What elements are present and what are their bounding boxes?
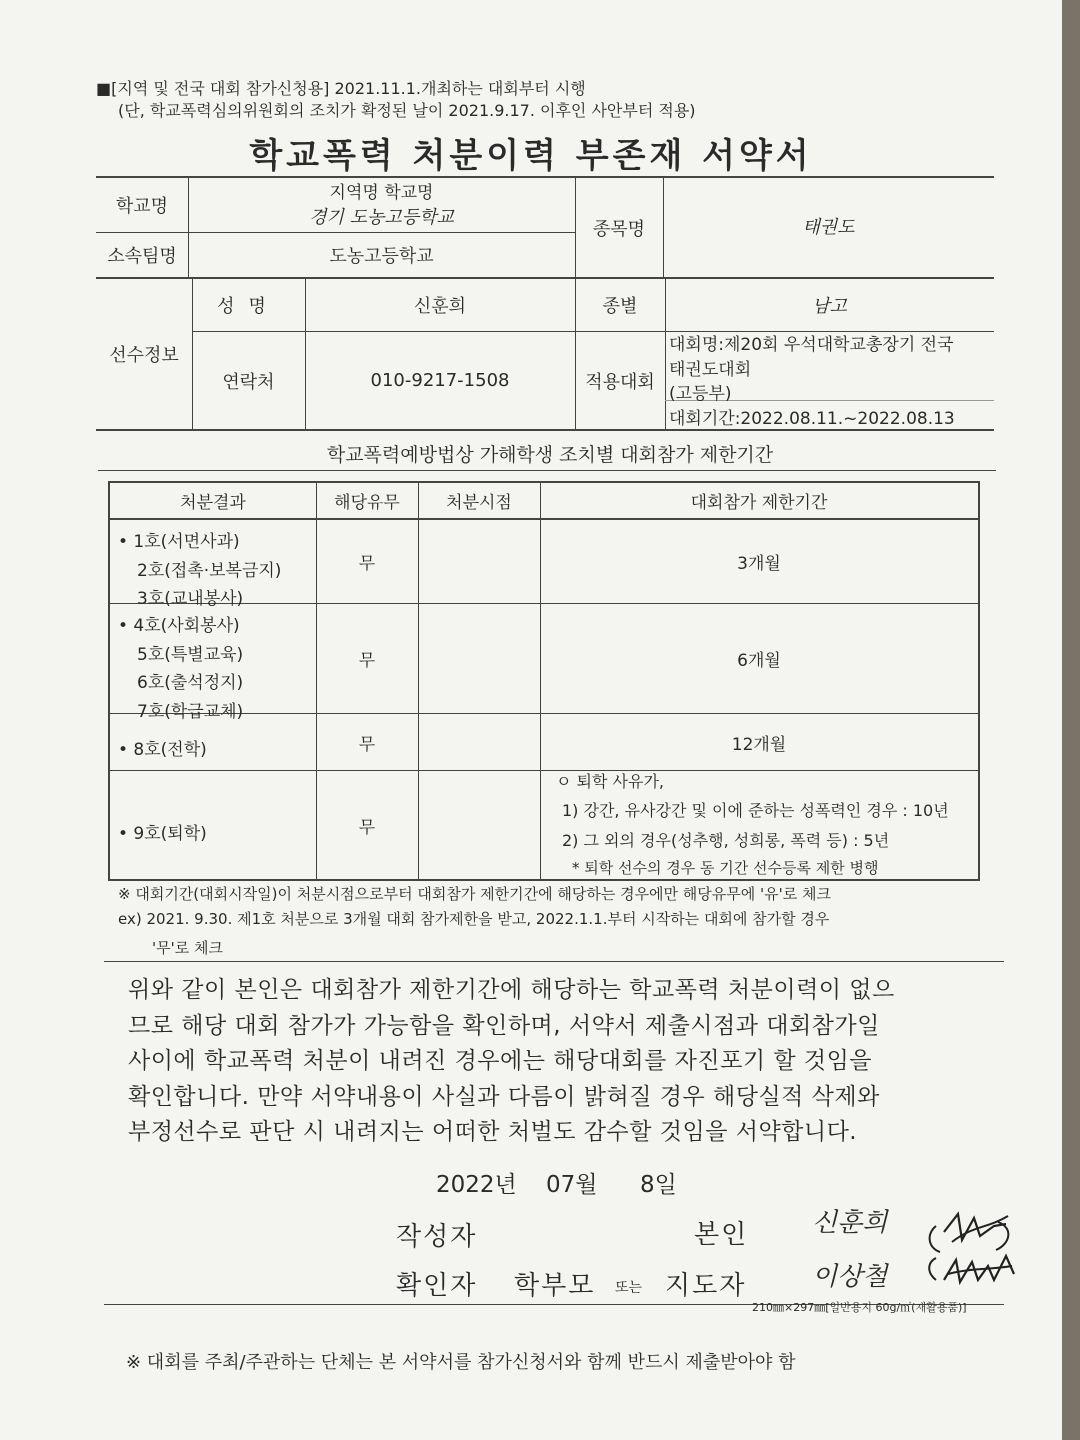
pledge-line-2: 므로 해당 대회 참가가 가능함을 확인하며, 서약서 제출시점과 대회참가일 — [128, 1012, 880, 1039]
header-note-2: (단, 학교폭력심의위원회의 조치가 확정된 날이 2021.9.17. 이후인 사안부터 적용) — [118, 101, 696, 120]
contact-value: 010-9217-1508 — [370, 370, 510, 391]
col-header-date: 처분시점 — [446, 493, 512, 513]
divider — [104, 961, 1004, 962]
pledge-line-1: 위와 같이 본인은 대회참가 제한기간에 해당하는 학교폭력 처분이력이 없으 — [128, 977, 895, 1003]
expulsion-note-line4: * 퇴학 선수의 경우 동 기간 선수등록 제한 병행 — [572, 859, 879, 877]
col-header-result: 처분결과 — [180, 493, 246, 513]
team-label: 소속팀명 — [107, 245, 177, 267]
header-note-1: ■[지역 및 전국 대회 참가신청용] 2021.11.1.개최하는 대회부터 시행 — [96, 79, 586, 98]
table-row-2-item-1: • 4호(사회봉사) — [118, 616, 240, 636]
table-border — [418, 481, 419, 880]
table-row-4-item-1: • 9호(퇴학) — [118, 824, 207, 844]
col-header-applicable: 해당유무 — [334, 493, 400, 513]
school-name-label: 학교명 — [115, 196, 169, 217]
footnote-2: ex) 2021. 9.30. 제1호 처분으로 3개월 대회 참가제한을 받고, 2022.1.1.부터 시작하는 대회에 참가할 경우 — [118, 910, 830, 928]
competition-label: 적용대회 — [585, 371, 655, 393]
footnote-3: '무'로 체크 — [152, 939, 223, 957]
table-row-1-period: 3개월 — [737, 554, 781, 574]
author-handwritten-name: 신훈희 — [812, 1208, 888, 1238]
gender-value: 남고 — [812, 296, 847, 317]
handwritten-signature — [922, 1196, 1018, 1296]
document-title: 학교폭력 처분이력 부존재 서약서 — [249, 136, 813, 176]
competition-period: 대회기간:2022.08.11.~2022.08.13 — [669, 409, 955, 429]
date-year: 2022년 — [436, 1172, 517, 1198]
or-label: 또는 — [615, 1280, 643, 1296]
table-border — [96, 429, 994, 431]
date-day: 8일 — [640, 1172, 677, 1198]
table-border — [108, 770, 980, 771]
table-row-2-item-3: 6호(출석정지) — [137, 673, 244, 693]
table-row-1-item-2: 2호(접촉·보복금지) — [137, 561, 282, 581]
table-row-1-item-3: 3호(교내봉사) — [137, 589, 244, 609]
table-row-1-item-1: • 1호(서면사과) — [118, 532, 240, 552]
submission-note: ※ 대회를 주최/주관하는 단체는 본 서약서를 참가신청서와 함께 반드시 제출받아야 함 — [126, 1352, 796, 1373]
table-row-3-period: 12개월 — [731, 734, 787, 755]
paper-spec: 210㎜×297㎜[일반용지 60g/㎡(재활용품)] — [752, 1301, 967, 1314]
gender-label: 종별 — [602, 296, 638, 317]
pledge-line-4: 확인합니다. 만약 서약내용이 사실과 다름이 밝혀질 경우 해당실적 삭제와 — [128, 1083, 880, 1110]
competition-division: (고등부) — [669, 384, 732, 404]
pledge-line-3: 사이에 학교폭력 처분이 내려진 경우에는 해당대회를 자진포기 할 것임을 — [128, 1048, 873, 1074]
table-row-2-item-2: 5호(특별교육) — [137, 645, 244, 665]
competition-name-line2: 태권도대회 — [669, 360, 752, 380]
table-border — [978, 481, 980, 880]
author-label: 작성자 — [396, 1222, 478, 1252]
footnote-1: ※ 대회기간(대회시작일)이 처분시점으로부터 대회참가 제한기간에 해당하는 경우에만 해당유무에 '유'로 체크 — [118, 885, 831, 903]
expulsion-note-line1: ㅇ 퇴학 사유가, — [556, 772, 664, 791]
parent-label: 학부모 — [514, 1271, 596, 1301]
team-value: 도농고등학교 — [329, 245, 434, 267]
event-value: 태권도 — [802, 217, 855, 238]
school-subheader: 지역명 학교명 — [329, 182, 434, 203]
date-month: 07월 — [546, 1172, 598, 1198]
table-row-4-applicable: 무 — [358, 817, 376, 838]
table-row-1-applicable: 무 — [358, 554, 376, 574]
col-header-period: 대회참가 제한기간 — [690, 493, 828, 513]
contact-label: 연락처 — [222, 371, 275, 393]
table-border — [108, 481, 110, 880]
table-row-3-applicable: 무 — [358, 734, 376, 755]
table-row-2-item-4: 7호(학급교체) — [137, 702, 244, 722]
pledge-line-5: 부정선수로 판단 시 내려지는 어떠한 처벌도 감수할 것임을 서약합니다. — [128, 1119, 858, 1145]
coach-label: 지도자 — [665, 1271, 747, 1301]
table-border — [108, 879, 980, 881]
player-name-value: 신훈희 — [413, 296, 467, 317]
player-info-label: 선수정보 — [109, 345, 179, 366]
pledge-body — [128, 973, 998, 1151]
expulsion-note-line3: 2) 그 외의 경우(성추행, 성희롱, 폭력 등) : 5년 — [562, 831, 890, 850]
background-edge — [1062, 0, 1080, 1440]
self-label: 본인 — [694, 1220, 749, 1250]
expulsion-note-line2: 1) 강간, 유사강간 및 이에 준하는 성폭력인 경우 : 10년 — [562, 801, 949, 820]
section-title: 학교폭력예방법상 가해학생 조치별 대회참가 제한기간 — [326, 444, 774, 466]
school-name-value: 경기 도농고등학교 — [309, 207, 454, 228]
table-border — [98, 470, 996, 471]
confirmer-label: 확인자 — [396, 1271, 478, 1301]
event-label: 종목명 — [592, 219, 646, 240]
player-name-label: 성명 — [217, 296, 280, 317]
table-row-3-item-1: • 8호(전학) — [118, 740, 207, 760]
table-row-2-applicable: 무 — [358, 651, 376, 671]
table-row-2-period: 6개월 — [737, 651, 781, 671]
confirmer-handwritten-name: 이상철 — [812, 1262, 888, 1292]
competition-name-line1: 대회명:제20회 우석대학교총장기 전국 — [669, 335, 954, 355]
